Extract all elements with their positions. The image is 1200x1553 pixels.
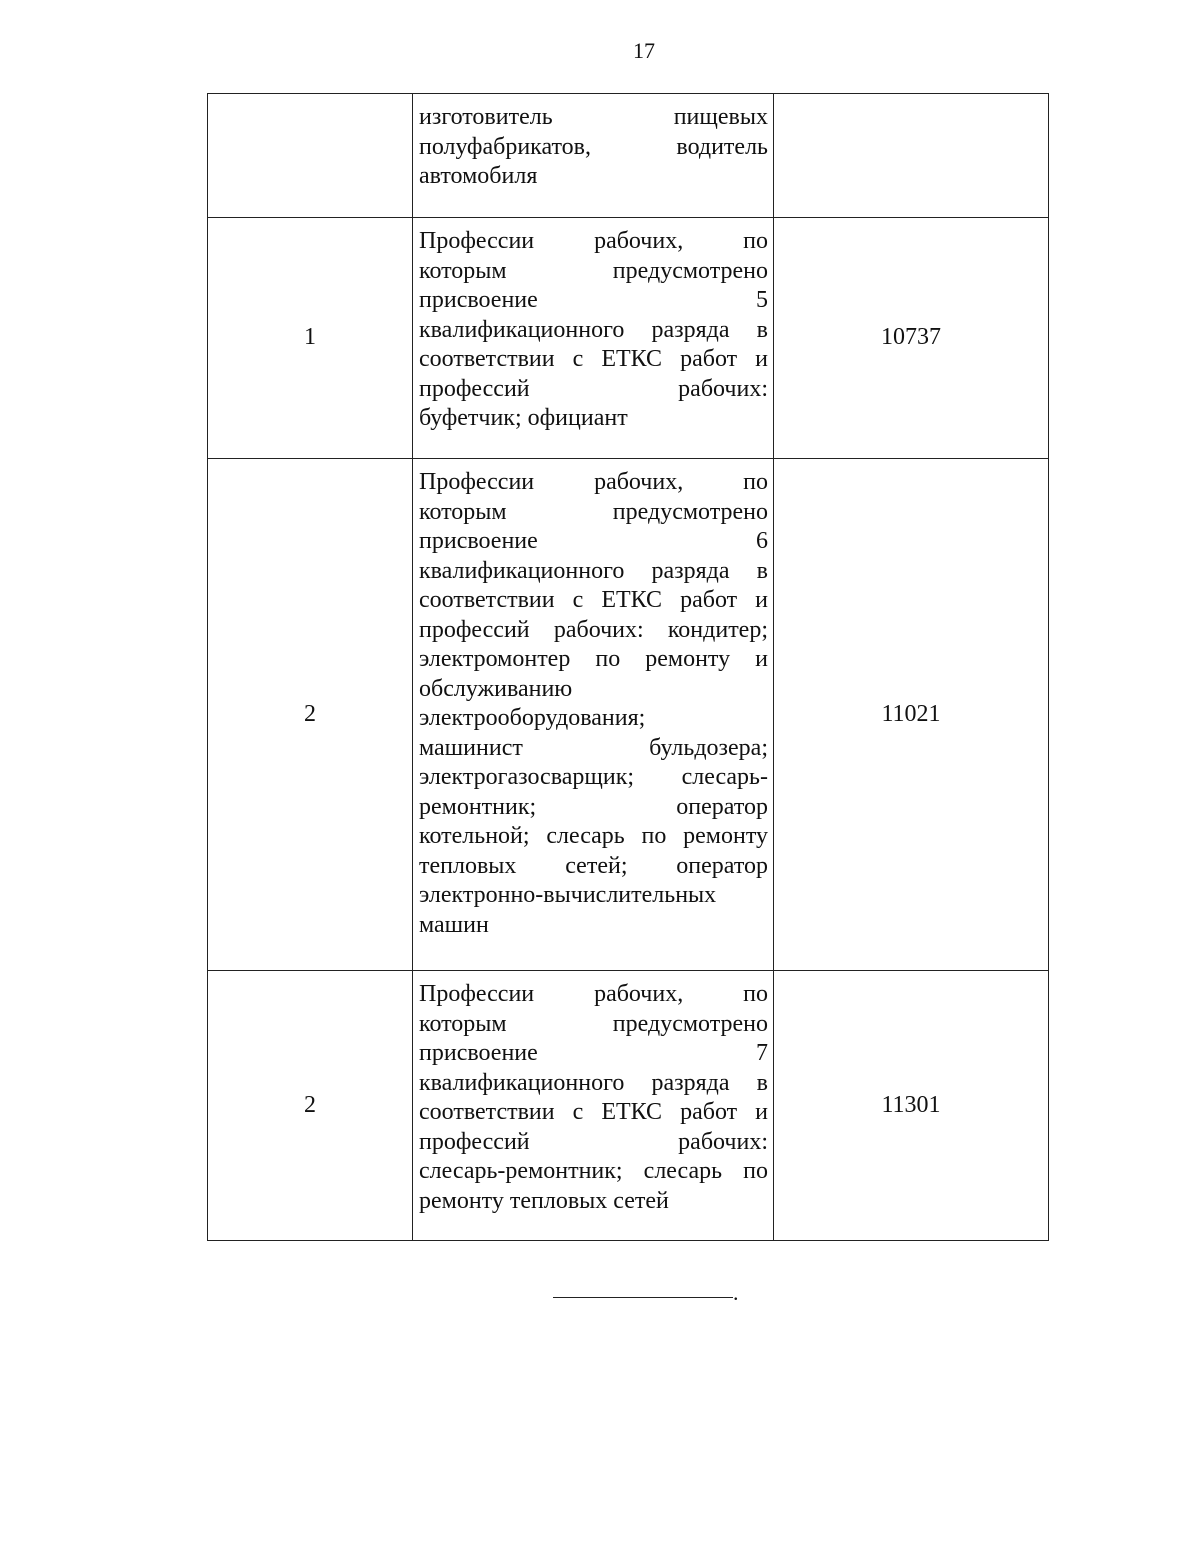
description-line: присвоение 7	[419, 1040, 768, 1066]
description-line: Профессии рабочих, по	[419, 469, 768, 495]
description-line: квалификационного разряда в	[419, 1069, 768, 1096]
description-line: которым предусмотрено	[419, 257, 768, 284]
description-line: автомобиля	[419, 163, 538, 189]
description-line: присвоение 6	[419, 528, 768, 554]
description-line: профессий рабочих:	[419, 375, 768, 402]
description-line: буфетчик; официант	[419, 405, 628, 431]
description-line: полуфабрикатов, водитель	[419, 133, 768, 160]
group-cell: 2	[208, 459, 413, 971]
description-line: квалификационного разряда в	[419, 316, 768, 343]
description-line: квалификационного разряда в	[419, 557, 768, 584]
table-row	[208, 94, 1049, 218]
description-line: слесарь-ремонтник; слесарь по	[419, 1158, 768, 1184]
amount-cell: 11021	[774, 459, 1049, 971]
table-row	[208, 459, 1049, 971]
description-line: электромонтер по ремонту и	[419, 646, 768, 672]
description-line: изготовитель пищевых	[419, 104, 768, 130]
description-line: Профессии рабочих, по	[419, 981, 768, 1007]
description-line: соответствии с ЕТКС работ и	[419, 346, 768, 372]
amount-cell: 11301	[774, 971, 1049, 1241]
group-cell	[208, 94, 413, 218]
description-line: электрооборудования;	[419, 705, 646, 731]
group-cell: 1	[208, 218, 413, 459]
closing-dot: .	[733, 1280, 739, 1305]
description-line: ремонту тепловых сетей	[419, 1187, 669, 1214]
description-line: которым предусмотрено	[419, 1010, 768, 1037]
description-cell	[413, 971, 774, 1241]
description-line: соответствии с ЕТКС работ и	[419, 587, 768, 613]
description-line: ремонтник; оператор	[419, 793, 768, 820]
table-row	[208, 218, 1049, 459]
description-line: электрогазосварщик; слесарь-	[419, 764, 768, 790]
description-line: Профессии рабочих, по	[419, 228, 768, 254]
description-line: профессий рабочих:	[419, 1128, 768, 1155]
description-line: профессий рабочих: кондитер;	[419, 616, 768, 643]
description-line: машинист бульдозера;	[419, 734, 768, 761]
professions-table	[207, 93, 1049, 1241]
closing-line	[553, 1297, 733, 1298]
table-row	[208, 971, 1049, 1241]
description-line: которым предусмотрено	[419, 498, 768, 525]
amount-cell	[774, 94, 1049, 218]
table-body	[208, 94, 1049, 1241]
description-cell	[413, 218, 774, 459]
description-line: обслуживанию	[419, 675, 573, 702]
description-cell	[413, 459, 774, 971]
description-line: тепловых сетей; оператор	[419, 852, 768, 879]
group-cell: 2	[208, 971, 413, 1241]
description-line: присвоение 5	[419, 287, 768, 313]
description-line: электронно-вычислительных	[419, 882, 717, 908]
amount-cell: 10737	[774, 218, 1049, 459]
description-line: котельной; слесарь по ремонту	[419, 823, 768, 849]
description-cell	[413, 94, 774, 218]
page-number: 17	[633, 38, 655, 63]
description-line: соответствии с ЕТКС работ и	[419, 1099, 768, 1125]
description-line: машин	[419, 911, 489, 938]
